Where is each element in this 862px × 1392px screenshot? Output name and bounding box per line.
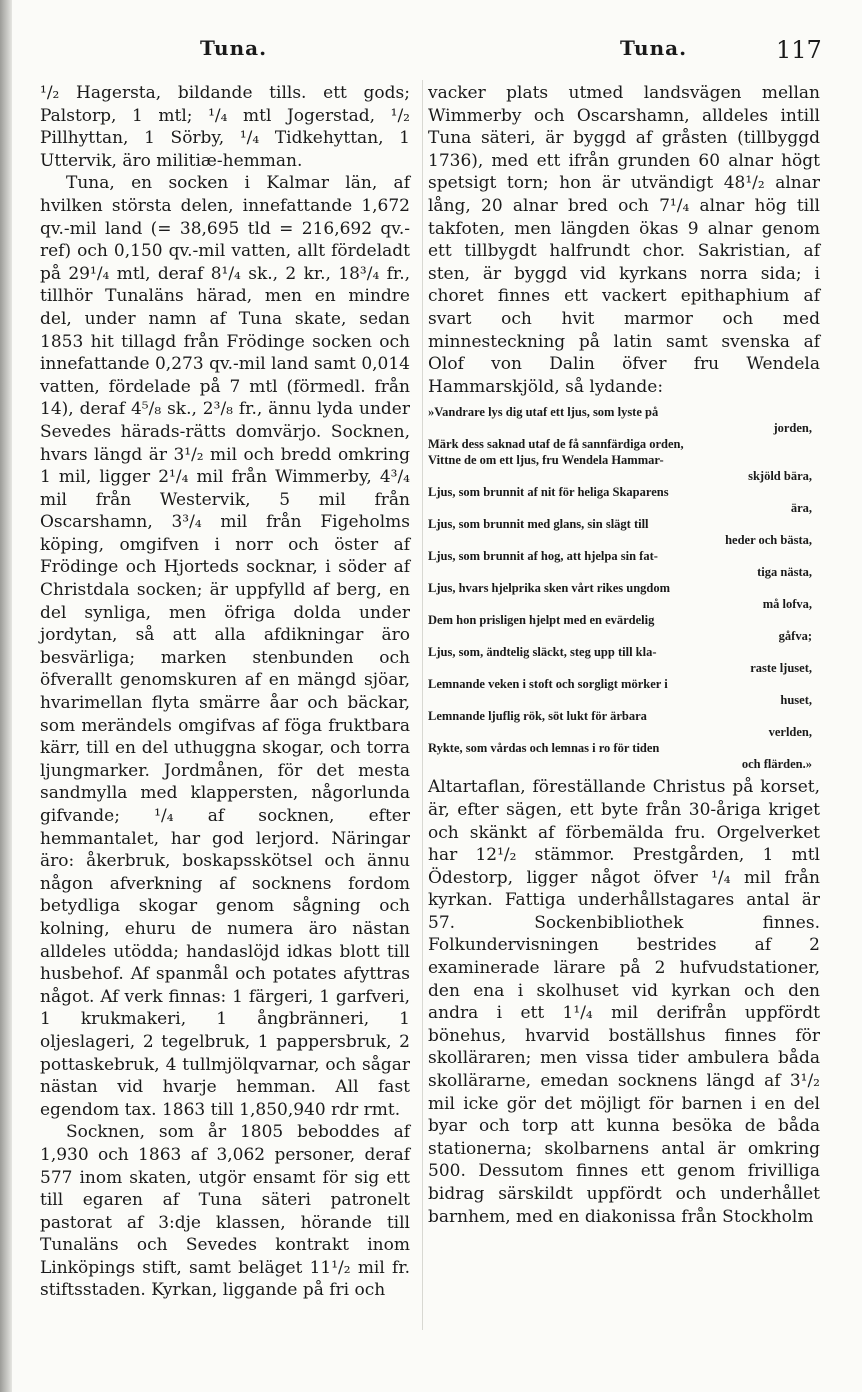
poem-line: »Vandrare lys dig utaf ett ljus, som lyste på	[428, 405, 659, 420]
paragraph-church: vacker plats utmed landsvägen mellan Wimmerby och Oscarshamn, alldeles intill Tuna säteri, är byggd af gråsten (tillbyggd 1736), med ett ifrån grunden 60 alnar högt spetsigt torn; hon är utvändigt 48¹/₂ alnar lång, 20 alnar bred och 7¹/₄ alnar hög till takfoten, men längden ökas 9 alnar genom ett tillbygdt halfrundt chor. Sakristian, af sten, är byggd vid kyrkans norra sida; i choret finnes ett vackert epithaphium af svart och hvit marmor och med minnesteckning på latin samt svenska af Olof von Dalin öfver fru Wendela Hammarskjöld, så lydande:	[428, 83, 820, 397]
poem-line: Dem hon prisligen hjelpt med en evärdelig	[428, 613, 655, 628]
epitaph-poem	[428, 404, 820, 772]
poem-line: Rykte, som vårdas och lemnas i ro för tiden	[428, 741, 660, 756]
poem-line-cont: heder och bästa,	[725, 533, 812, 548]
column-divider	[422, 80, 423, 1330]
poem-line-cont: raste ljuset,	[750, 661, 812, 676]
poem-line-cont: gåfva;	[778, 629, 812, 644]
poem-line-cont: verlden,	[768, 725, 812, 740]
left-column	[40, 82, 410, 1302]
right-column	[428, 82, 820, 1228]
poem-line-cont: ära,	[790, 501, 812, 516]
poem-line-cont: jorden,	[773, 421, 812, 436]
poem-line: Lemnande ljuflig rök, söt lukt för ärbara	[428, 709, 647, 724]
page-header	[0, 0, 862, 80]
poem-line: Ljus, som brunnit af nit för heliga Skaparens	[428, 485, 669, 500]
poem-line: Vittne de om ett ljus, fru Wendela Hammar-	[428, 453, 664, 468]
running-head-left: Tuna.	[200, 36, 268, 60]
poem-line-cont: skjöld bära,	[748, 469, 812, 484]
poem-line-cont: må lofva,	[762, 597, 812, 612]
poem-line: Ljus, som, ändtelig släckt, steg upp till kla-	[428, 645, 657, 660]
running-head-right: Tuna.	[620, 36, 688, 60]
poem-line: Ljus, som brunnit med glans, sin slägt till	[428, 517, 649, 532]
page-binding-edge	[0, 0, 12, 1392]
paragraph-militiae: ¹/₂ Hagersta, bildande tills. ett gods; Palstorp, 1 mtl; ¹/₄ mtl Jogerstad, ¹/₂ Pillhyttan, 1 Sörby, ¹/₄ Tidkehyttan, 1 Uttervik, äro militiæ-hemman.	[40, 83, 410, 171]
page-number: 117	[776, 36, 822, 64]
paragraph-tuna-description: Tuna, en socken i Kalmar län, af hvilken största delen, innefattande 1,672 qv.-mil land (= 38,695 tld = 216,692 qv.-ref) och 0,150 qv.-mil vatten, allt fördeladt på 29¹/₄ mtl, deraf 8¹/₄ sk., 2 kr., 18³/₄ fr., tillhör Tunaläns härad, men en mindre del, under namn af Tuna skate, sedan 1853 hit tillagd från Frödinge socken och innefattande 0,273 qv.-mil land samt 0,014 vatten, fördelade på 7 mtl (förmedl. från 14), deraf 4⁵/₈ sk., 2³/₈ fr., ännu lyda under Sevedes härads-rätts domvärjo. Socknen, hvars längd är 3¹/₂ mil och bredd omkring 1 mil, ligger 2¹/₄ mil från Wimmerby, 4³/₄ mil från Westervik, 5 mil från Oscarshamn, 3³/₄ mil från Figeholms köping, omgifven i norr och öster af Frödinge och Hjorteds socknar, i söder af Christdala socken; är uppfylld af berg, en del synliga, men öfriga dolda under jordytan, så att alla afdikningar äro besvärliga; marken stenbunden och öfverallt genomskuren af en mängd sjöar, hvarimellan flyta smärre åar och bäckar, som merändels omgifvas af föga fruktbara kärr, till en del uthuggna skogar, och torra ljungmarker. Jordmånen, för det mesta sandmylla med klappersten, någorlunda gifvande; ¹/₄ af socknen, efter hemmantalet, har god lerjord. Näringar äro: åkerbruk, boskapsskötsel och ännu någon afverkning af socknens fordom betydliga skogar genom sågning och kolning, ehuru de numera äro nästan alldeles utödda; handaslöjd idkas blott till husbehof. Af spanmål och potates afyttras något. Af verk finnas: 1 färgeri, 1 garfveri, 1 krukmakeri, 1 ångbränneri, 1 oljeslageri, 2 tegelbruk, 1 pappersbruk, 2 pottaskebruk, 4 tullmjölqvarnar, och sågar nästan vid hvarje hemman. All fast egendom tax. 1863 till 1,850,940 rdr rmt.	[40, 173, 410, 1120]
poem-line-cont: tiga nästa,	[757, 565, 812, 580]
poem-line: Lemnande veken i stoft och sorgligt mörker i	[428, 677, 668, 692]
poem-line-cont: och flärden.»	[741, 757, 812, 772]
paragraph-population: Socknen, som år 1805 beboddes af 1,930 och 1863 af 3,062 personer, deraf 577 inom skaten, utgör ensamt för sig ett till egaren af Tuna säteri patronelt pastorat af 3:dje klassen, hörande till Tunaläns och Sevedes kontrakt inom Linköpings stift, samt beläget 11¹/₂ mil fr. stiftsstaden. Kyrkan, liggande på fri och	[40, 1122, 410, 1301]
paragraph-altarpiece: Altartaflan, föreställande Christus på korset, är, efter sägen, ett byte från 30-åriga kriget och skänkt af förbemälda fru. Orgelverket har 12¹/₂ stämmor. Prestgården, 1 mtl Ödestorp, ligger något öfver ¹/₄ mil från kyrkan. Fattiga underhållstagares antal är 57. Sockenbibliothek finnes. Folkundervisningen bestrides af 2 examinerade lärare på 2 hufvudstationer, den ena i skolhuset vid kyrkan och den andra i ett 1¹/₄ mil derifrån uppfördt bönehus, hvarvid boställshus finnes för skolläraren; men vissa tider ambulera båda skollärarne, emedan socknens längd af 3¹/₂ mil icke gör det möjligt för barnen i en del byar och torp att kunna besöka de båda stationerna; skolbarnens antal är omkring 500. Dessutom finnes ett genom frivilliga bidrag särskildt uppfördt och underhållet barnhem, med en diakonissa från Stockholm	[428, 777, 820, 1227]
poem-line: Ljus, som brunnit af hog, att hjelpa sin fat-	[428, 549, 658, 564]
poem-line: Märk dess saknad utaf de få sannfärdiga orden,	[428, 437, 684, 452]
poem-line: Ljus, hvars hjelprika sken vårt rikes ungdom	[428, 581, 671, 596]
poem-line-cont: huset,	[780, 693, 812, 708]
